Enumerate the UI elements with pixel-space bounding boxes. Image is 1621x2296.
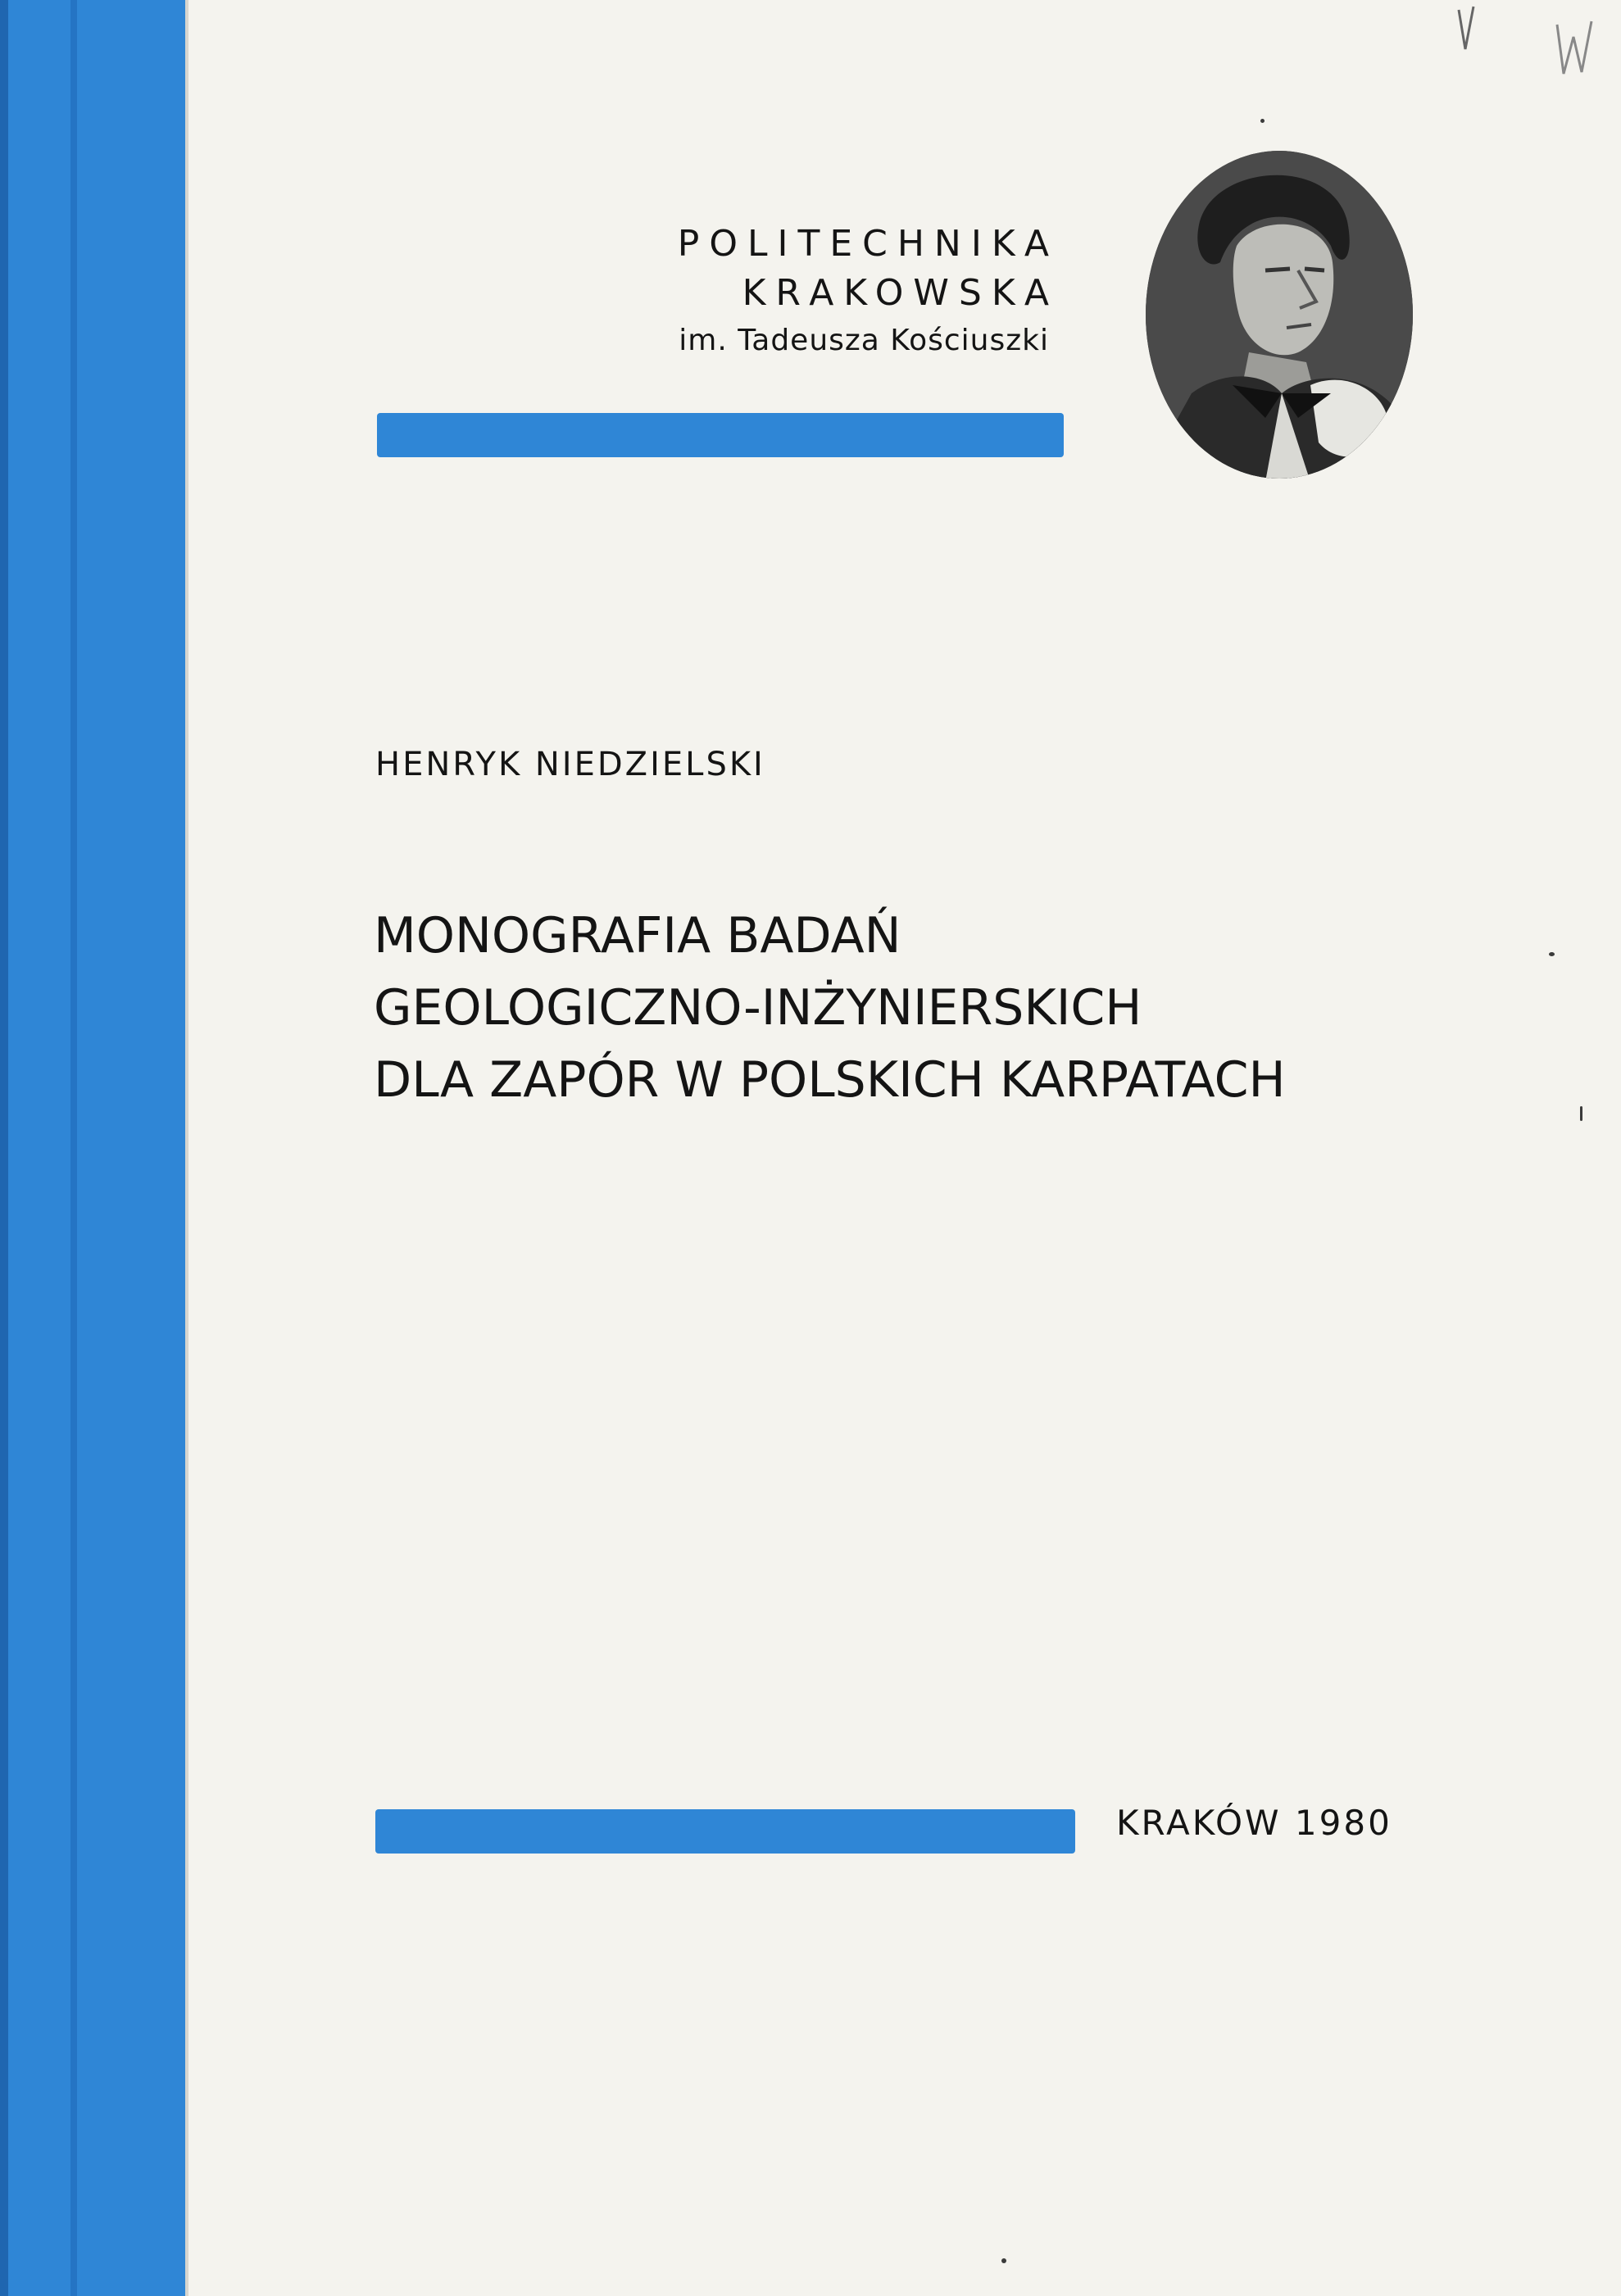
book-title [374,900,1439,1116]
paper-speck [1580,1106,1582,1121]
handwritten-mark-icon [1442,0,1606,107]
author-name: HENRYK NIEDZIELSKI [375,746,765,783]
publisher-name-line1: POLITECHNIKA [677,223,1059,265]
bottom-blue-bar [375,1809,1075,1854]
title-line: DLA ZAPÓR W POLSKICH KARPATACH [374,1051,1286,1109]
title-line: GEOLOGICZNO-INŻYNIERSKICH [374,979,1142,1037]
blue-spine [0,0,185,2296]
publisher-name-line2: KRAKOWSKA [742,272,1059,314]
paper-speck [1001,2258,1006,2263]
spine-fold-line [70,0,77,2296]
place-and-year: KRAKÓW 1980 [1116,1803,1392,1843]
spine-edge [0,0,8,2296]
portrait-icon [1142,147,1416,482]
paper-speck [1260,119,1265,123]
spine-shadow [185,0,188,2296]
publisher-block [639,220,1059,364]
publisher-patron: im. Tadeusza Kościuszki [679,324,1049,357]
title-line: MONOGRAFIA BADAŃ [374,907,901,964]
top-blue-bar [377,413,1064,457]
paper-speck [1549,952,1555,956]
